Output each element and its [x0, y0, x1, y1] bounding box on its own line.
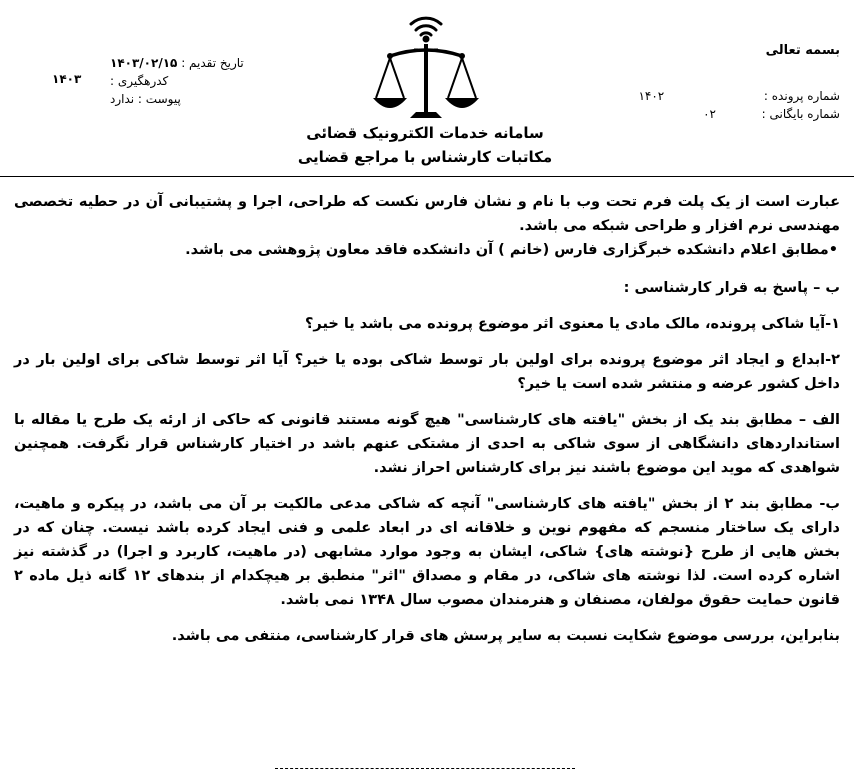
case-number-value: ۱۴۰۲: [638, 89, 665, 103]
question-1: ۱-آیا شاکی پرونده، مالک مادی یا معنوی اثر موضوع پرونده می باشد یا خیر؟: [305, 316, 840, 332]
case-number-label: شماره پرونده :: [763, 89, 840, 103]
answer-alef: الف – مطابق بند یک از بخش "یافته های کارشناسی" هیچ گونه مستند قانونی که حاکی از ارئه یک طرح یا مقاله با استانداردهای دانشگاهی از سوی شاکی به احدی از مشتکی عنهم باشد در اختیار کارشناس قرار نگرفت. همچنین شواهدی که موید این موضوع باشند نیز برای کارشناس احراز نشد.: [14, 412, 840, 476]
org-title: سامانه خدمات الکترونیک قضائی: [306, 124, 544, 142]
paragraph-intro: عبارت است از یک پلت فرم تحت وب با نام و نشان فارس نکست که طراحی، اجرا و پشتیبانی آن در حطیه تخصصی مهندسی نرم افزار و طراحی شبکه می باشد.: [14, 194, 840, 234]
section-heading-b: ب – پاسخ به قرار کارشناسی :: [623, 280, 840, 296]
question-2: ۲-ابداع و ایجاد اثر موضوع پرونده برای اولین بار توسط شاکی بوده یا خیر؟ آیا اثر توسط شاکی برای اولین بار در داخل کشور عرضه و منتشر شده است یا خیر؟: [14, 352, 840, 392]
bismillah: بسمه تعالی: [765, 43, 840, 58]
archive-number-label: شماره بایگانی :: [761, 107, 840, 121]
attachment-row: [110, 90, 280, 108]
footer-divider: [275, 768, 575, 769]
conclusion: بنابراین، بررسی موضوع شکایت نسبت به سایر پرسش های قرار کارشناسی، منتفی می باشد.: [171, 628, 840, 644]
attachment-label: پیوست : ندارد: [110, 92, 181, 106]
tracking-code-value: ۱۴۰۳: [52, 72, 82, 86]
archive-number-row: [610, 106, 840, 123]
header-divider: [0, 176, 854, 177]
submission-date-label: تاریخ تقدیم :: [181, 56, 244, 70]
submission-date-value: ۱۴۰۳/۰۲/۱۵: [110, 56, 178, 70]
org-subtitle: مکاتبات کارشناس با مراجع قضایی: [297, 148, 553, 166]
paragraph-announcement: •مطابق اعلام دانشکده خبرگزاری فارس (خانم ) آن دانشکده فاقد معاون پژوهشی می باشد.: [185, 242, 838, 258]
archive-number-value: ۰۲: [703, 107, 716, 121]
tracking-code-row: [110, 72, 280, 90]
answer-be: ب- مطابق بند ۲ از بخش "یافته های کارشناسی" آنچه که شاکی مدعی مالکیت بر آن می باشد، در پیکره و ماهیت، دارای یک ساختار منسجم که مفهوم نوین و خلاقانه ای در ابعاد علمی و فنی ایجاد کرده باشد نیست. چنان که در بخش هایی از طرح {نوشته های} شاکی، ایشان به وجود موارد مشابهی (در ماهیت، کاربرد و اجرا) در گذشته نیز اشاره کرده است. لذا نوشته های شاکی، در مقام و مصداق "اثر" منطبق بر هیچکدام از بندهای ۱۲ گانه ذیل ماده ۲ قانون حمایت حقوق مولفان، مصنفان و هنرمندان مصوب سال ۱۳۴۸ نمی باشد.: [14, 496, 840, 608]
submission-date-row: [110, 54, 280, 72]
header-left-block: [110, 54, 280, 108]
report-body: [14, 190, 840, 648]
judiciary-emblem-icon: [370, 6, 482, 124]
case-number-row: [610, 88, 840, 105]
tracking-code-label: کدرهگیری :: [110, 74, 169, 88]
